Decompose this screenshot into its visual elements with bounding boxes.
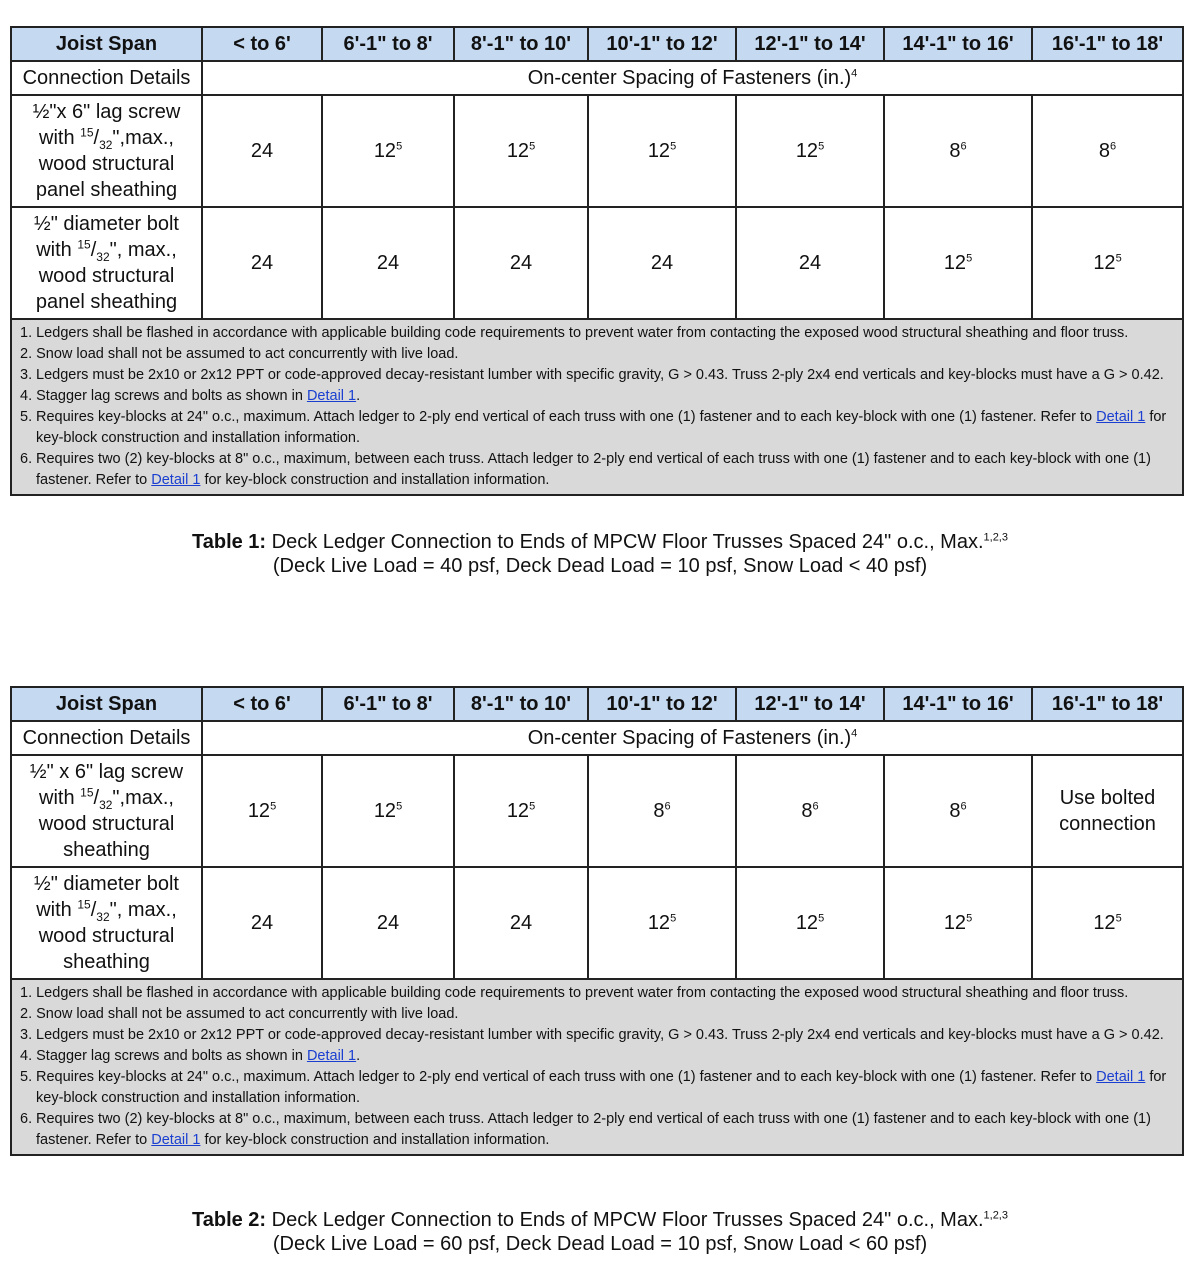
- spacing-cell: $12^5$: [322, 755, 454, 867]
- note-5: 5. Requires key-blocks at 24" o.c., maximum. Attach ledger to 2-ply end vertical of each truss with one (1) fastener and to each key-block with one (1) fastener. Refer to Detail 1 for key-block construction and installation information.: [20, 409, 1167, 446]
- spacing-cell: $8^6$: [736, 755, 884, 867]
- header-span: 10'-1" to 12': [588, 687, 736, 721]
- row-label-lag-screw: ½"x 6" lag screw with $^{15}/_{32}",\max$., wood structural panel sheathing: [11, 95, 202, 207]
- header-span: 6'-1" to 8': [322, 27, 454, 61]
- spacing-cell: 24: [202, 207, 322, 319]
- notes-row: [11, 979, 1183, 1155]
- header-row: [11, 27, 1183, 61]
- spacing-cell-bolted: Use bolted connection: [1032, 755, 1183, 867]
- spacing-cell: 24: [736, 207, 884, 319]
- detail-1-link[interactable]: Detail 1: [306, 1048, 357, 1064]
- detail-1-link[interactable]: Detail 1: [151, 472, 201, 488]
- spacing-cell: $8^6$: [1032, 95, 1183, 207]
- spacing-cell: 24: [202, 867, 322, 979]
- table-2-caption: Table 2: Deck Ledger Connection to Ends of MPCW Floor Trusses Spaced 24" o.c., Max.$^{1,2,3}$ (Deck Live Load = 60 psf, Deck Dead Load = 10 psf, Snow Load < 60 psf): [0, 1208, 1200, 1256]
- table-1-loads: (Deck Live Load = 40 psf, Deck Dead Load = 10 psf, Snow Load < 40 psf): [272, 555, 928, 577]
- note-3: 3. Ledgers must be 2x10 or 2x12 PPT or code-approved decay-resistant lumber with specific gravity, G > 0.43. Truss 2-ply 2x4 end verticals and key-blocks must have a G > 0.42.: [20, 367, 1164, 383]
- row-label-bolt: ½" diameter bolt with $^{15}/_{32}$", max., wood structural panel sheathing: [11, 207, 202, 319]
- spacing-cell: $8^6$: [884, 95, 1032, 207]
- spacing-cell: 24: [454, 867, 588, 979]
- spacing-cell: 24: [322, 867, 454, 979]
- table-row: [11, 207, 1183, 319]
- header-span: < to 6': [202, 27, 322, 61]
- notes-row: [11, 319, 1183, 495]
- header-span: 14'-1" to 16': [884, 27, 1032, 61]
- spacing-header: On-center Spacing of Fasteners $(in.)^4$: [202, 61, 1183, 95]
- note-6: 6. Requires two (2) key-blocks at 8" o.c., maximum, between each truss. Attach ledger to 2-ply end vertical of each truss with one (1) fastener and to each key-block with one (1) fastener. Refer to Detail 1 for key-block construction and installation information.: [20, 1111, 1151, 1148]
- spacing-cell: 24: [588, 207, 736, 319]
- header-span: 16'-1" to 18': [1032, 687, 1183, 721]
- note-5: 5. Requires key-blocks at 24" o.c., maximum. Attach ledger to 2-ply end vertical of each truss with one (1) fastener and to each key-block with one (1) fastener. Refer to Detail 1 for key-block construction and installation information.: [20, 1069, 1167, 1106]
- connection-details-label: Connection Details: [11, 721, 202, 755]
- table-2-loads: (Deck Live Load = 60 psf, Deck Dead Load = 10 psf, Snow Load < 60 psf): [272, 1233, 928, 1255]
- spacing-cell: $12^5$: [736, 867, 884, 979]
- note-2: 2. Snow load shall not be assumed to act concurrently with live load.: [20, 1006, 459, 1022]
- spacing-cell: $8^6$: [588, 755, 736, 867]
- table-row: [11, 867, 1183, 979]
- table-2: [10, 686, 1182, 1156]
- spacing-cell: $12^5$: [884, 867, 1032, 979]
- spacing-cell: $12^5$: [588, 95, 736, 207]
- spacing-cell: $12^5$: [202, 755, 322, 867]
- ledger-table-2: [10, 686, 1184, 1156]
- table-row: [11, 95, 1183, 207]
- spacing-cell: $12^5$: [454, 755, 588, 867]
- subheader-row: [11, 721, 1183, 755]
- spacing-header: On-center Spacing of Fasteners $(in.)^4$: [202, 721, 1183, 755]
- header-span: 12'-1" to 14': [736, 27, 884, 61]
- detail-1-link[interactable]: Detail 1: [151, 1132, 201, 1148]
- header-joist-span: Joist Span: [11, 27, 202, 61]
- note-6: 6. Requires two (2) key-blocks at 8" o.c., maximum, between each truss. Attach ledger to 2-ply end vertical of each truss with one (1) fastener and to each key-block with one (1) fastener. Refer to Detail 1 for key-block construction and installation information.: [20, 451, 1151, 488]
- note-4: 4. Stagger lag screws and bolts as shown in Detail 1.: [20, 388, 361, 404]
- note-1: 1. Ledgers shall be flashed in accordance with applicable building code requirements to prevent water from contacting the exposed wood structural sheathing and floor truss.: [20, 325, 1129, 341]
- connection-details-label: Connection Details: [11, 61, 202, 95]
- note-1: 1. Ledgers shall be flashed in accordance with applicable building code requirements to prevent water from contacting the exposed wood structural sheathing and floor truss.: [20, 985, 1129, 1001]
- row-label-lag-screw: ½" x 6" lag screw with $^{15}/_{32}",\max$., wood structural sheathing: [11, 755, 202, 867]
- detail-1-link[interactable]: Detail 1: [1096, 1069, 1146, 1085]
- detail-1-link[interactable]: Detail 1: [306, 388, 357, 404]
- header-span: < to 6': [202, 687, 322, 721]
- spacing-cell: $12^5$: [322, 95, 454, 207]
- table-row: [11, 755, 1183, 867]
- notes-block: [11, 979, 1183, 1155]
- header-span: 10'-1" to 12': [588, 27, 736, 61]
- header-span: 16'-1" to 18': [1032, 27, 1183, 61]
- header-joist-span: Joist Span: [11, 687, 202, 721]
- note-4: 4. Stagger lag screws and bolts as shown in Detail 1.: [20, 1048, 361, 1064]
- spacing-cell: $12^5$: [1032, 867, 1183, 979]
- ledger-table-1: [10, 26, 1184, 496]
- spacing-cell: 24: [322, 207, 454, 319]
- spacing-cell: $12^5$: [884, 207, 1032, 319]
- note-2: 2. Snow load shall not be assumed to act concurrently with live load.: [20, 346, 459, 362]
- spacing-cell: $12^5$: [736, 95, 884, 207]
- header-span: 6'-1" to 8': [322, 687, 454, 721]
- spacing-cell: $12^5$: [588, 867, 736, 979]
- header-row: [11, 687, 1183, 721]
- detail-1-link[interactable]: Detail 1: [1096, 409, 1146, 425]
- header-span: 8'-1" to 10': [454, 27, 588, 61]
- spacing-cell: $12^5$: [454, 95, 588, 207]
- spacing-cell: $12^5$: [1032, 207, 1183, 319]
- note-3: 3. Ledgers must be 2x10 or 2x12 PPT or code-approved decay-resistant lumber with specific gravity, G > 0.43. Truss 2-ply 2x4 end verticals and key-blocks must have a G > 0.42.: [20, 1027, 1164, 1043]
- notes-block: [11, 319, 1183, 495]
- spacing-cell: 24: [202, 95, 322, 207]
- row-label-bolt: ½" diameter bolt with $^{15}/_{32}$", max., wood structural sheathing: [11, 867, 202, 979]
- subheader-row: [11, 61, 1183, 95]
- spacing-cell: $8^6$: [884, 755, 1032, 867]
- header-span: 8'-1" to 10': [454, 687, 588, 721]
- header-span: 12'-1" to 14': [736, 687, 884, 721]
- spacing-cell: 24: [454, 207, 588, 319]
- header-span: 14'-1" to 16': [884, 687, 1032, 721]
- table-1: [10, 26, 1182, 496]
- table-1-caption: Table 1: Deck Ledger Connection to Ends of MPCW Floor Trusses Spaced 24" o.c., Max.$^{1,2,3}$ (Deck Live Load = 40 psf, Deck Dead Load = 10 psf, Snow Load < 40 psf): [0, 530, 1200, 578]
